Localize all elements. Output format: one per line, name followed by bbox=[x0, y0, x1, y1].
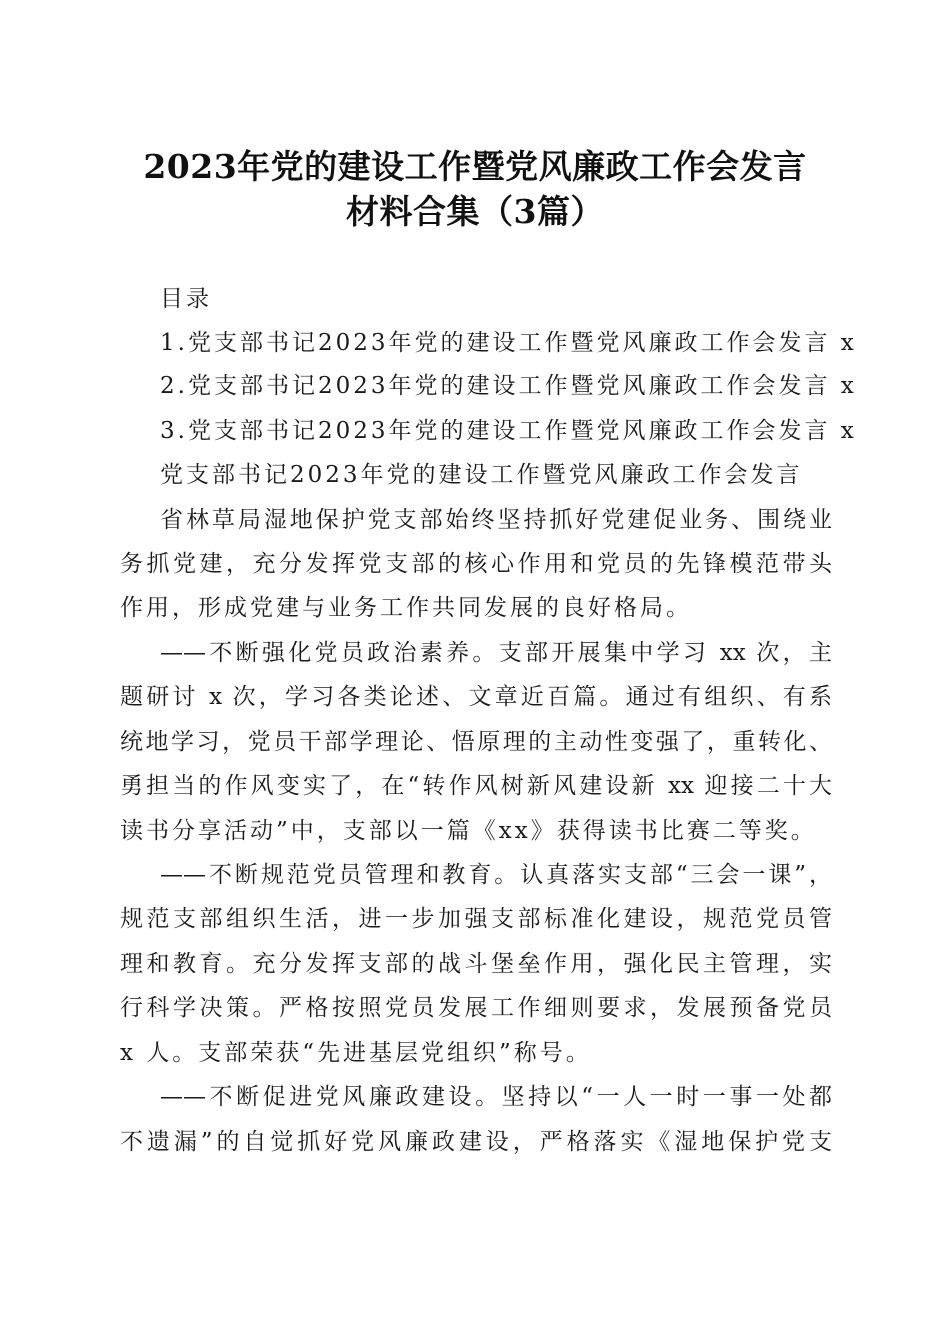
body-line: ——不断促进党风廉政建设。坚持以“一人一时一事一处都 bbox=[160, 1084, 832, 1110]
body-line: 作用，形成党建与业务工作共同发展的良好格局。 bbox=[120, 595, 692, 621]
body-line: 规范支部组织生活，进一步加强支部标准化建设，规范党员管 bbox=[120, 906, 832, 932]
toc-item-2: 2.党支部书记2023年党的建设工作暨党风廉政工作会发言 x bbox=[160, 373, 857, 399]
section-title: 党支部书记2023年党的建设工作暨党风廉政工作会发言 bbox=[160, 462, 803, 488]
toc-item-1: 1.党支部书记2023年党的建设工作暨党风廉政工作会发言 x bbox=[160, 330, 857, 356]
body-line: 理和教育。充分发挥支部的战斗堡垒作用，强化民主管理，实 bbox=[120, 951, 832, 977]
document-title-line-1: 2023年党的建设工作暨党风廉政工作会发言 bbox=[143, 147, 807, 186]
body-line: x 人。支部荣获“先进基层党组织”称号。 bbox=[120, 1040, 592, 1066]
body-line: 统地学习，党员干部学理论、悟原理的主动性变强了，重转化、 bbox=[120, 729, 832, 755]
body-line: 不遗漏”的自觉抓好党风廉政建设，严格落实《湿地保护党支 bbox=[120, 1129, 832, 1155]
body-line: 题研讨 x 次，学习各类论述、文章近百篇。通过有组织、有系 bbox=[120, 684, 832, 710]
body-line: 省林草局湿地保护党支部始终坚持抓好党建促业务、围绕业 bbox=[160, 507, 832, 533]
body-line: ——不断强化党员政治素养。支部开展集中学习 xx 次，主 bbox=[160, 640, 832, 666]
toc-item-3: 3.党支部书记2023年党的建设工作暨党风廉政工作会发言 x bbox=[160, 418, 857, 444]
body-line: 务抓党建，充分发挥党支部的核心作用和党员的先锋模范带头 bbox=[120, 551, 832, 577]
body-line: ——不断规范党员管理和教育。认真落实支部“三会一课”， bbox=[160, 862, 832, 888]
toc-heading: 目录 bbox=[160, 286, 212, 312]
body-line: 勇担当的作风变实了，在“转作风树新风建设新 xx 迎接二十大 bbox=[120, 773, 832, 799]
body-line: 读书分享活动”中，支部以一篇《xx》获得读书比赛二等奖。 bbox=[120, 818, 817, 844]
document-title-line-2: 材料合集（3篇） bbox=[346, 192, 604, 231]
body-line: 行科学决策。严格按照党员发展工作细则要求，发展预备党员 bbox=[120, 995, 832, 1021]
